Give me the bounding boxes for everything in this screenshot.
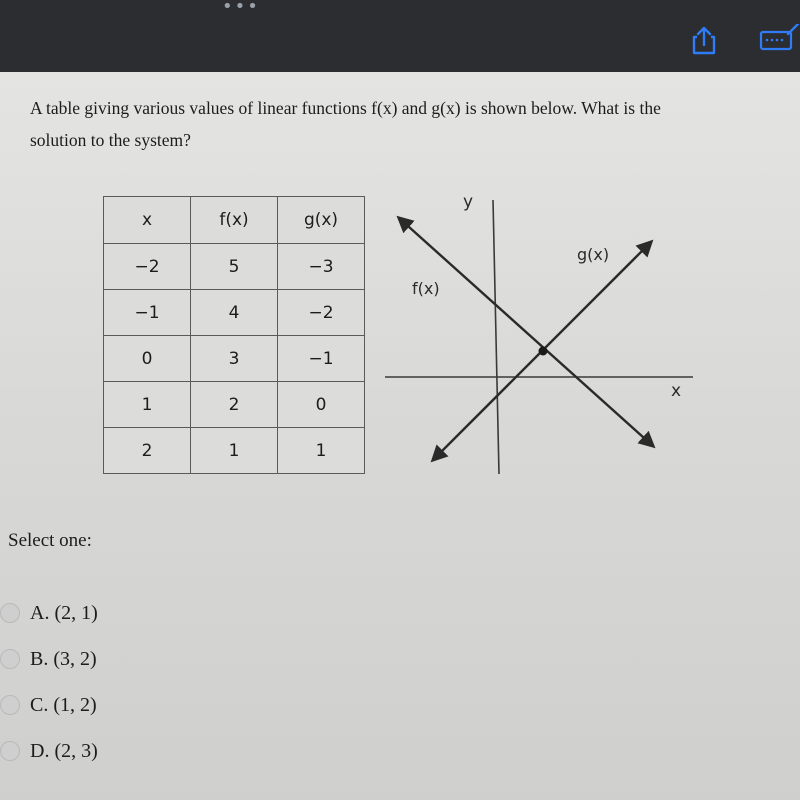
radio-button[interactable]	[0, 649, 20, 669]
cell-g: −2	[278, 290, 365, 336]
header-x: x	[104, 197, 191, 244]
cell-x: 1	[104, 382, 191, 428]
answer-options	[6, 590, 98, 774]
f-label: f(x)	[412, 279, 440, 298]
cell-x: 2	[104, 428, 191, 474]
option-label: D. (2, 3)	[30, 739, 98, 762]
intersection-point	[539, 347, 548, 356]
share-icon[interactable]	[688, 24, 720, 56]
y-axis	[493, 200, 499, 474]
question-line-1: A table giving various values of linear functions f(x) and g(x) is shown below. What is the	[30, 98, 661, 118]
cell-f: 2	[191, 382, 278, 428]
option-b[interactable]	[6, 636, 98, 682]
cell-g: 1	[278, 428, 365, 474]
option-c[interactable]	[6, 682, 98, 728]
x-axis-label: x	[671, 381, 682, 401]
f-line	[399, 218, 653, 446]
keyboard-icon[interactable]	[758, 24, 800, 54]
table-header-row	[104, 197, 365, 244]
cell-f: 3	[191, 336, 278, 382]
option-a[interactable]	[6, 590, 98, 636]
cell-g: 0	[278, 382, 365, 428]
cell-x: 0	[104, 336, 191, 382]
table-row	[104, 244, 365, 290]
question-line-2: solution to the system?	[30, 130, 191, 150]
cell-g: −3	[278, 244, 365, 290]
table-row	[104, 336, 365, 382]
option-d[interactable]	[6, 728, 98, 774]
radio-button[interactable]	[0, 603, 20, 623]
function-graph	[375, 190, 705, 480]
g-label: g(x)	[577, 245, 610, 264]
option-label: B. (3, 2)	[30, 647, 97, 670]
option-label: C. (1, 2)	[30, 693, 97, 716]
option-label: A. (2, 1)	[30, 601, 98, 624]
header-f: f(x)	[191, 197, 278, 244]
header-g: g(x)	[278, 197, 365, 244]
table-row	[104, 428, 365, 474]
question-text	[30, 92, 800, 156]
cell-f: 1	[191, 428, 278, 474]
select-one-label: Select one:	[8, 530, 92, 551]
cell-x: −1	[104, 290, 191, 336]
table-row	[104, 382, 365, 428]
cell-f: 5	[191, 244, 278, 290]
more-dots-icon[interactable]: •••	[222, 0, 260, 17]
cell-g: −1	[278, 336, 365, 382]
values-table	[103, 196, 365, 474]
radio-button[interactable]	[0, 741, 20, 761]
table-row	[104, 290, 365, 336]
y-axis-label: y	[463, 192, 474, 212]
cell-x: −2	[104, 244, 191, 290]
radio-button[interactable]	[0, 695, 20, 715]
top-toolbar	[0, 0, 800, 72]
cell-f: 4	[191, 290, 278, 336]
